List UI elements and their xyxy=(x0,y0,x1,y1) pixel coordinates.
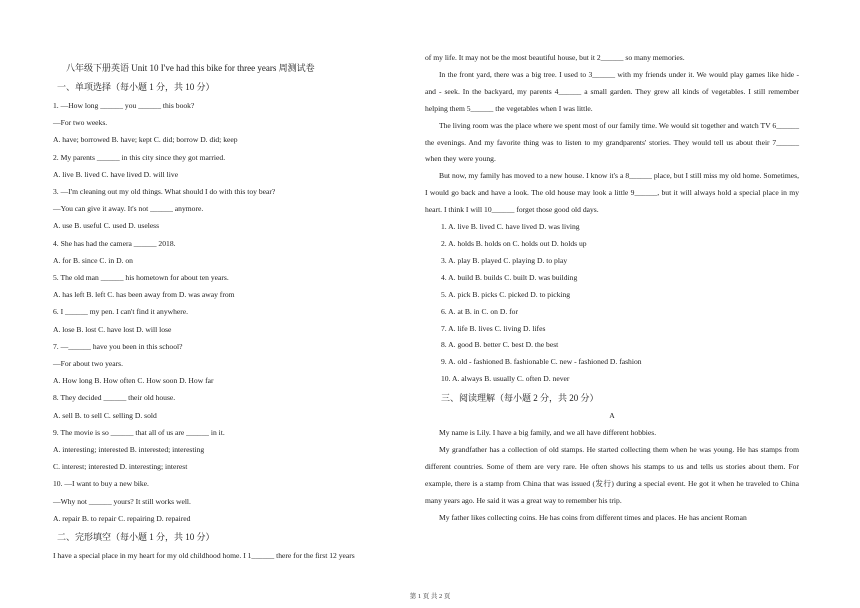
question-line: A. sell B. to sell C. selling D. sold xyxy=(53,410,157,420)
question-line: 7. —______ have you been in this school? xyxy=(53,341,183,351)
section-3-heading: 三、阅读理解（每小题 2 分，共 20 分） xyxy=(441,393,599,404)
question-line: A. interesting; interested B. interested; interesting xyxy=(53,445,205,455)
cloze-option-line: 5. A. pick B. picks C. picked D. to picking xyxy=(441,289,571,299)
question-line: A. How long B. How often C. How soon D. How far xyxy=(53,376,214,386)
cloze-option-line: 8. A. good B. better C. best D. the best xyxy=(441,340,559,350)
question-line: A. for B. since C. in D. on xyxy=(53,255,133,265)
question-line: —For two weeks. xyxy=(53,118,108,128)
cloze-passage-start: I have a special place in my heart for my old childhood home. I 1______ there for the first 12 years xyxy=(53,551,355,561)
section-2-heading: 二、完形填空（每小题 1 分，共 10 分） xyxy=(57,532,215,543)
cloze-option-line: 2. A. holds B. holds on C. holds out D. holds up xyxy=(441,238,587,248)
document-title: 八年级下册英语 Unit 10 I've had this bike for three years 周测试卷 xyxy=(66,63,315,73)
question-line: C. interest; interested D. interesting; interest xyxy=(53,462,188,472)
question-line: 10. —I want to buy a new bike. xyxy=(53,479,149,489)
question-line: A. use B. useful C. used D. useless xyxy=(53,221,160,231)
cloze-option-line: 10. A. always B. usually C. often D. never xyxy=(441,374,570,384)
page-footer: 第 1 页 共 2 页 xyxy=(409,593,451,600)
question-line: A. lose B. lost C. have lost D. will lose xyxy=(53,324,172,334)
question-line: A. has left B. left C. has been away from D. was away from xyxy=(53,290,235,300)
question-line: —Why not ______ yours? It still works well. xyxy=(53,496,191,506)
cloze-option-line: 1. A. live B. lived C. have lived D. was living xyxy=(441,222,580,232)
cloze-option-line: 7. A. life B. lives C. living D. lifes xyxy=(441,323,546,333)
cloze-option-line: 9. A. old - fashioned B. fashionable C. new - fashioned D. fashion xyxy=(441,357,642,367)
question-line: —For about two years. xyxy=(53,359,124,369)
question-line: A. repair B. to repair C. repairing D. repaired xyxy=(53,513,191,523)
reading-paragraph: My father likes collecting coins. He has coins from different times and places. He has ancient Roman xyxy=(439,512,747,522)
question-line: A. have; borrowed B. have; kept C. did; borrow D. did; keep xyxy=(53,135,238,145)
question-line: 4. She has had the camera ______ 2018. xyxy=(53,238,176,248)
cloze-passage-continued: of my life. It may not be the most beautiful house, but it 2______ so many memories. xyxy=(425,53,685,62)
reading-passage-label: A xyxy=(609,411,615,421)
question-line: 8. They decided ______ their old house. xyxy=(53,393,176,403)
question-line: 6. I ______ my pen. I can't find it anywhere. xyxy=(53,307,189,317)
right-column xyxy=(425,50,799,526)
cloze-option-line: 3. A. play B. played C. playing D. to play xyxy=(441,255,568,265)
cloze-option-line: 4. A. build B. builds C. built D. was building xyxy=(441,272,578,282)
question-line: 1. —How long ______ you ______ this book? xyxy=(53,101,195,110)
cloze-paragraph: The living room was the place where we spent most of our family time. We would sit together and watch TV 6______ the evenings. And my favorite thing was to listen to my grandparents' stories. They would tell us about their 7______ when they were young. xyxy=(425,120,799,164)
cloze-option-line: 6. A. at B. in C. on D. for xyxy=(441,306,518,316)
reading-paragraph: My name is Lily. I have a big family, and we all have different hobbies. xyxy=(439,428,657,438)
reading-paragraph: My grandfather has a collection of old stamps. He started collecting them when he was young. He has stamps from different countries. Some of them are very rare. He often shows his stamps to us and tells us stories about them. For example, there is a stamp from China that was issued (发行) during a special event. He got it when he traveled to China many years ago. He said it was a great way to remember his trip. xyxy=(425,444,799,505)
question-line: 9. The movie is so ______ that all of us are ______ in it. xyxy=(53,427,225,437)
cloze-paragraph: In the front yard, there was a big tree. I used to 3______ with my friends under it. We would play games like hide - and - seek. In the backyard, my parents 4______ a small garden. They grew all kinds of vegetables. I still remember helping them 5______ the vegetables when I was little. xyxy=(425,69,799,113)
question-line: 3. —I'm cleaning out my old things. What should I do with this toy bear? xyxy=(53,187,276,197)
question-line: —You can give it away. It's not ______ anymore. xyxy=(53,204,204,214)
section-1-heading: 一、单项选择（每小题 1 分，共 10 分） xyxy=(57,82,215,92)
left-column xyxy=(53,62,413,564)
question-line: 2. My parents ______ in this city since they got married. xyxy=(53,152,226,162)
question-line: 5. The old man ______ his hometown for about ten years. xyxy=(53,273,229,283)
section-1-questions xyxy=(53,97,413,527)
cloze-options xyxy=(425,219,799,388)
cloze-paragraph: But now, my family has moved to a new house. I know it's a 8______ place, but I still miss my old home. Sometimes, I would go back and have a look. The old house may look a little 9______, but it will always hold a special place in my heart. I think I will 10______ forget those good old days. xyxy=(425,171,799,215)
question-line: A. live B. lived C. have lived D. will live xyxy=(53,169,179,179)
